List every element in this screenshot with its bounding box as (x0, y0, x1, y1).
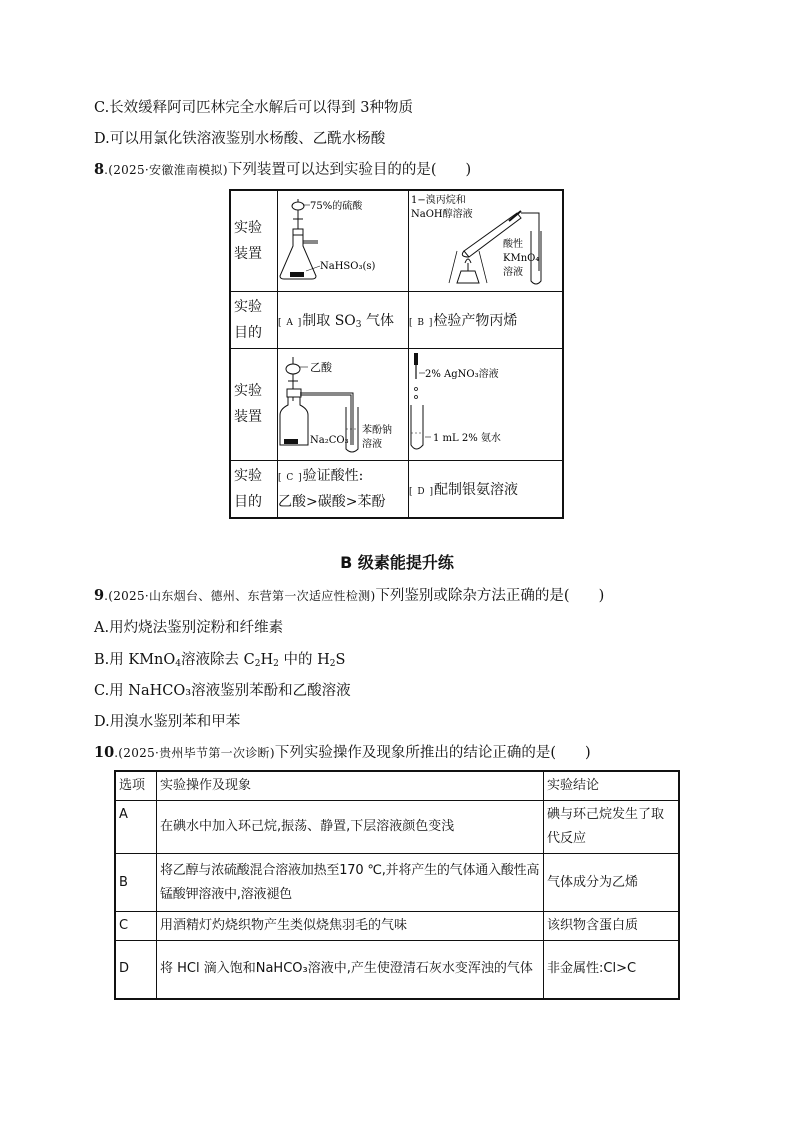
table-row (115, 801, 679, 854)
row-conclusion: 该织物含蛋白质 (544, 912, 680, 941)
header-option: 选项 (115, 771, 157, 801)
label-ammonia: 1 mL 2% 氨水 (433, 433, 501, 444)
q7-option-c: C.长效缓释阿司匹林完全水解后可以得到 3种物质 (94, 100, 414, 116)
label-acidic: 酸性 (503, 239, 523, 251)
row-option: A (115, 801, 157, 854)
label-solution: 溶液 (503, 267, 523, 279)
row-conclusion: 非金属性:Cl>C (544, 941, 680, 999)
question-text: 下列装置可以达到实验目的的是( ) (227, 162, 472, 178)
q8-apparatus-table (229, 189, 564, 519)
q9-stem (94, 584, 604, 605)
row-label-apparatus: 实验 装置 (230, 190, 278, 291)
row-option: B (115, 854, 157, 912)
label-naoh-ethanol: NaOH醇溶液 (411, 209, 473, 221)
question-source: .(2025·贵州毕节第一次诊断) (114, 746, 275, 760)
row-operation: 将乙醇与浓硫酸混合溶液加热至170 ℃,并将产生的气体通入酸性高锰酸钾溶液中,溶液褪色 (157, 854, 544, 912)
question-number: 9 (94, 587, 105, 604)
goal-c: [ C ]验证酸性: 乙酸>碳酸>苯酚 (278, 460, 409, 518)
apparatus-d-cell (409, 348, 564, 460)
row-label-apparatus-2: 实验 装置 (230, 348, 278, 460)
q9-option-c: C.用 NaHCO₃溶液鉴别苯酚和乙酸溶液 (94, 683, 351, 699)
label-agno3: 2% AgNO₃溶液 (425, 369, 499, 380)
label-na2co3: Na₂CO₃ (310, 435, 349, 446)
section-heading: B 级素能提升练 (340, 553, 454, 572)
row-option: D (115, 941, 157, 999)
q9-option-d: D.用溴水鉴别苯和甲苯 (94, 714, 241, 730)
label-nahso3: NaHSO₃(s) (320, 261, 376, 273)
header-conclusion: 实验结论 (544, 771, 680, 801)
table-row (115, 854, 679, 912)
q10-stem (94, 741, 591, 762)
table-row (115, 941, 679, 999)
question-text: 下列实验操作及现象所推出的结论正确的是( ) (274, 745, 591, 761)
apparatus-c-diagram (278, 349, 408, 459)
question-source: .(2025·安徽淮南模拟) (104, 163, 228, 177)
label-solution-c: 溶液 (362, 439, 382, 450)
row-label-goal: 实验 目的 (230, 291, 278, 348)
goal-d: [ D ]配制银氨溶液 (409, 460, 564, 518)
goal-a: [ A ]制取 $SO_3$ 气体 (278, 291, 409, 348)
goal-b: [ B ]检验产物丙烯 (409, 291, 564, 348)
question-text: 下列鉴别或除杂方法正确的是( ) (375, 588, 605, 604)
q8-stem (94, 158, 471, 179)
label-kmno4: KMnO₄ (503, 253, 540, 265)
apparatus-d-diagram (409, 349, 562, 459)
apparatus-a-diagram (278, 191, 408, 290)
question-number: 10 (94, 744, 115, 761)
row-conclusion: 碘与环己烷发生了取代反应 (544, 801, 680, 854)
apparatus-b-cell (409, 190, 564, 291)
apparatus-b-diagram (409, 191, 562, 290)
q10-experiment-table (114, 770, 680, 1000)
row-option: C (115, 912, 157, 941)
question-source: .(2025·山东烟台、德州、东营第一次适应性检测) (104, 589, 376, 603)
question-number: 8 (94, 161, 105, 178)
apparatus-a-cell (278, 190, 409, 291)
row-conclusion: 气体成分为乙烯 (544, 854, 680, 912)
row-operation: 将 HCl 滴入饱和NaHCO₃溶液中,产生使澄清石灰水变浑浊的气体 (157, 941, 544, 999)
apparatus-c-cell (278, 348, 409, 460)
table-row (115, 912, 679, 941)
row-operation: 在碘水中加入环己烷,振荡、静置,下层溶液颜色变浅 (157, 801, 544, 854)
q9-option-a: A.用灼烧法鉴别淀粉和纤维素 (94, 620, 284, 636)
label-bromopropane: 1−溴丙烷和 (411, 195, 466, 207)
row-label-goal-2: 实验 目的 (230, 460, 278, 518)
q7-option-d: D.可以用氯化铁溶液鉴别水杨酸、乙酰水杨酸 (94, 131, 386, 147)
label-75-sulfuric-acid: 75%的硫酸 (310, 201, 363, 213)
label-sodium-phenoxide: 苯酚钠 (362, 425, 392, 436)
header-operation: 实验操作及现象 (157, 771, 544, 801)
row-operation: 用酒精灯灼烧织物产生类似烧焦羽毛的气味 (157, 912, 544, 941)
label-acetic-acid: 乙酸 (310, 361, 332, 374)
q9-option-b: B.用 KMnO$_4$溶液除去 $C_2H_2$ 中的 $H_2S$ (94, 652, 346, 669)
